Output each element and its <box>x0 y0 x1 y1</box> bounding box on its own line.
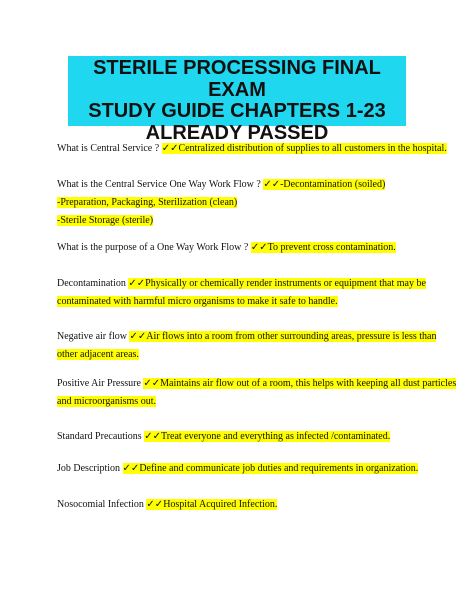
checkmark-icon: ✓✓ <box>128 278 146 289</box>
qa-item-nosocomial-infection <box>57 496 277 514</box>
answer-text: Physically or chemically render instruments or equipment that may be <box>145 278 426 289</box>
checkmark-icon: ✓✓ <box>161 143 179 154</box>
qa-item-central-service <box>57 140 447 158</box>
answer-text: other adjacent areas. <box>57 349 139 360</box>
checkmark-icon: ✓✓ <box>144 431 161 442</box>
answer-text: -Decontamination (soiled) <box>280 179 386 190</box>
question-text: Negative air flow <box>57 331 130 342</box>
answer-text: Centralized distribution of supplies to all customers in the hospital. <box>178 143 447 154</box>
answer-text: To prevent cross contamination. <box>267 242 396 253</box>
question-text: Positive Air Pressure <box>57 378 144 389</box>
qa-item-negative-air-flow <box>57 328 436 364</box>
question-text: What is the Central Service One Way Work Flow ? <box>57 179 264 190</box>
answer-text: -Sterile Storage (sterile) <box>57 215 154 226</box>
question-text: What is Central Service ? <box>57 143 162 154</box>
answer-text: and microorganisms out. <box>57 396 156 407</box>
checkmark-icon: ✓✓ <box>129 331 147 342</box>
answer-text: Define and communicate job duties and requirements in organization. <box>139 463 419 474</box>
document-title <box>68 56 406 144</box>
question-text: Decontamination <box>57 278 129 289</box>
question-text: Nosocomial Infection <box>57 499 147 510</box>
qa-item-positive-air-pressure <box>57 375 456 411</box>
checkmark-icon: ✓✓ <box>143 378 161 389</box>
checkmark-icon: ✓✓ <box>122 463 140 474</box>
title-line-2: STUDY GUIDE CHAPTERS 1-23 <box>88 100 386 122</box>
qa-item-job-description <box>57 460 418 478</box>
answer-text: Maintains air flow out of a room, this helps with keeping all dust particles <box>160 378 457 389</box>
answer-text: -Preparation, Packaging, Sterilization (clean) <box>57 197 238 208</box>
answer-text: Air flows into a room from other surrounding areas, pressure is less than <box>146 331 437 342</box>
qa-item-purpose-one-way <box>57 239 396 257</box>
question-text: Standard Precautions <box>57 431 145 442</box>
qa-item-one-way-work-flow <box>57 176 385 230</box>
question-text: Job Description <box>57 463 123 474</box>
answer-text: contaminated with harmful micro organisms to make it safe to handle. <box>57 296 338 307</box>
answer-text: Treat everyone and everything as infected /contaminated. <box>160 431 391 442</box>
qa-item-decontamination <box>57 275 426 311</box>
checkmark-icon: ✓✓ <box>250 242 268 253</box>
question-text: What is the purpose of a One Way Work Flow ? <box>57 242 251 253</box>
checkmark-icon: ✓✓ <box>146 499 164 510</box>
title-line-3: ALREADY PASSED <box>145 121 329 144</box>
answer-text: Hospital Acquired Infection. <box>163 499 278 510</box>
checkmark-icon: ✓✓ <box>263 179 281 190</box>
title-line-1: STERILE PROCESSING FINAL EXAM <box>93 57 381 101</box>
qa-item-standard-precautions <box>57 428 390 446</box>
